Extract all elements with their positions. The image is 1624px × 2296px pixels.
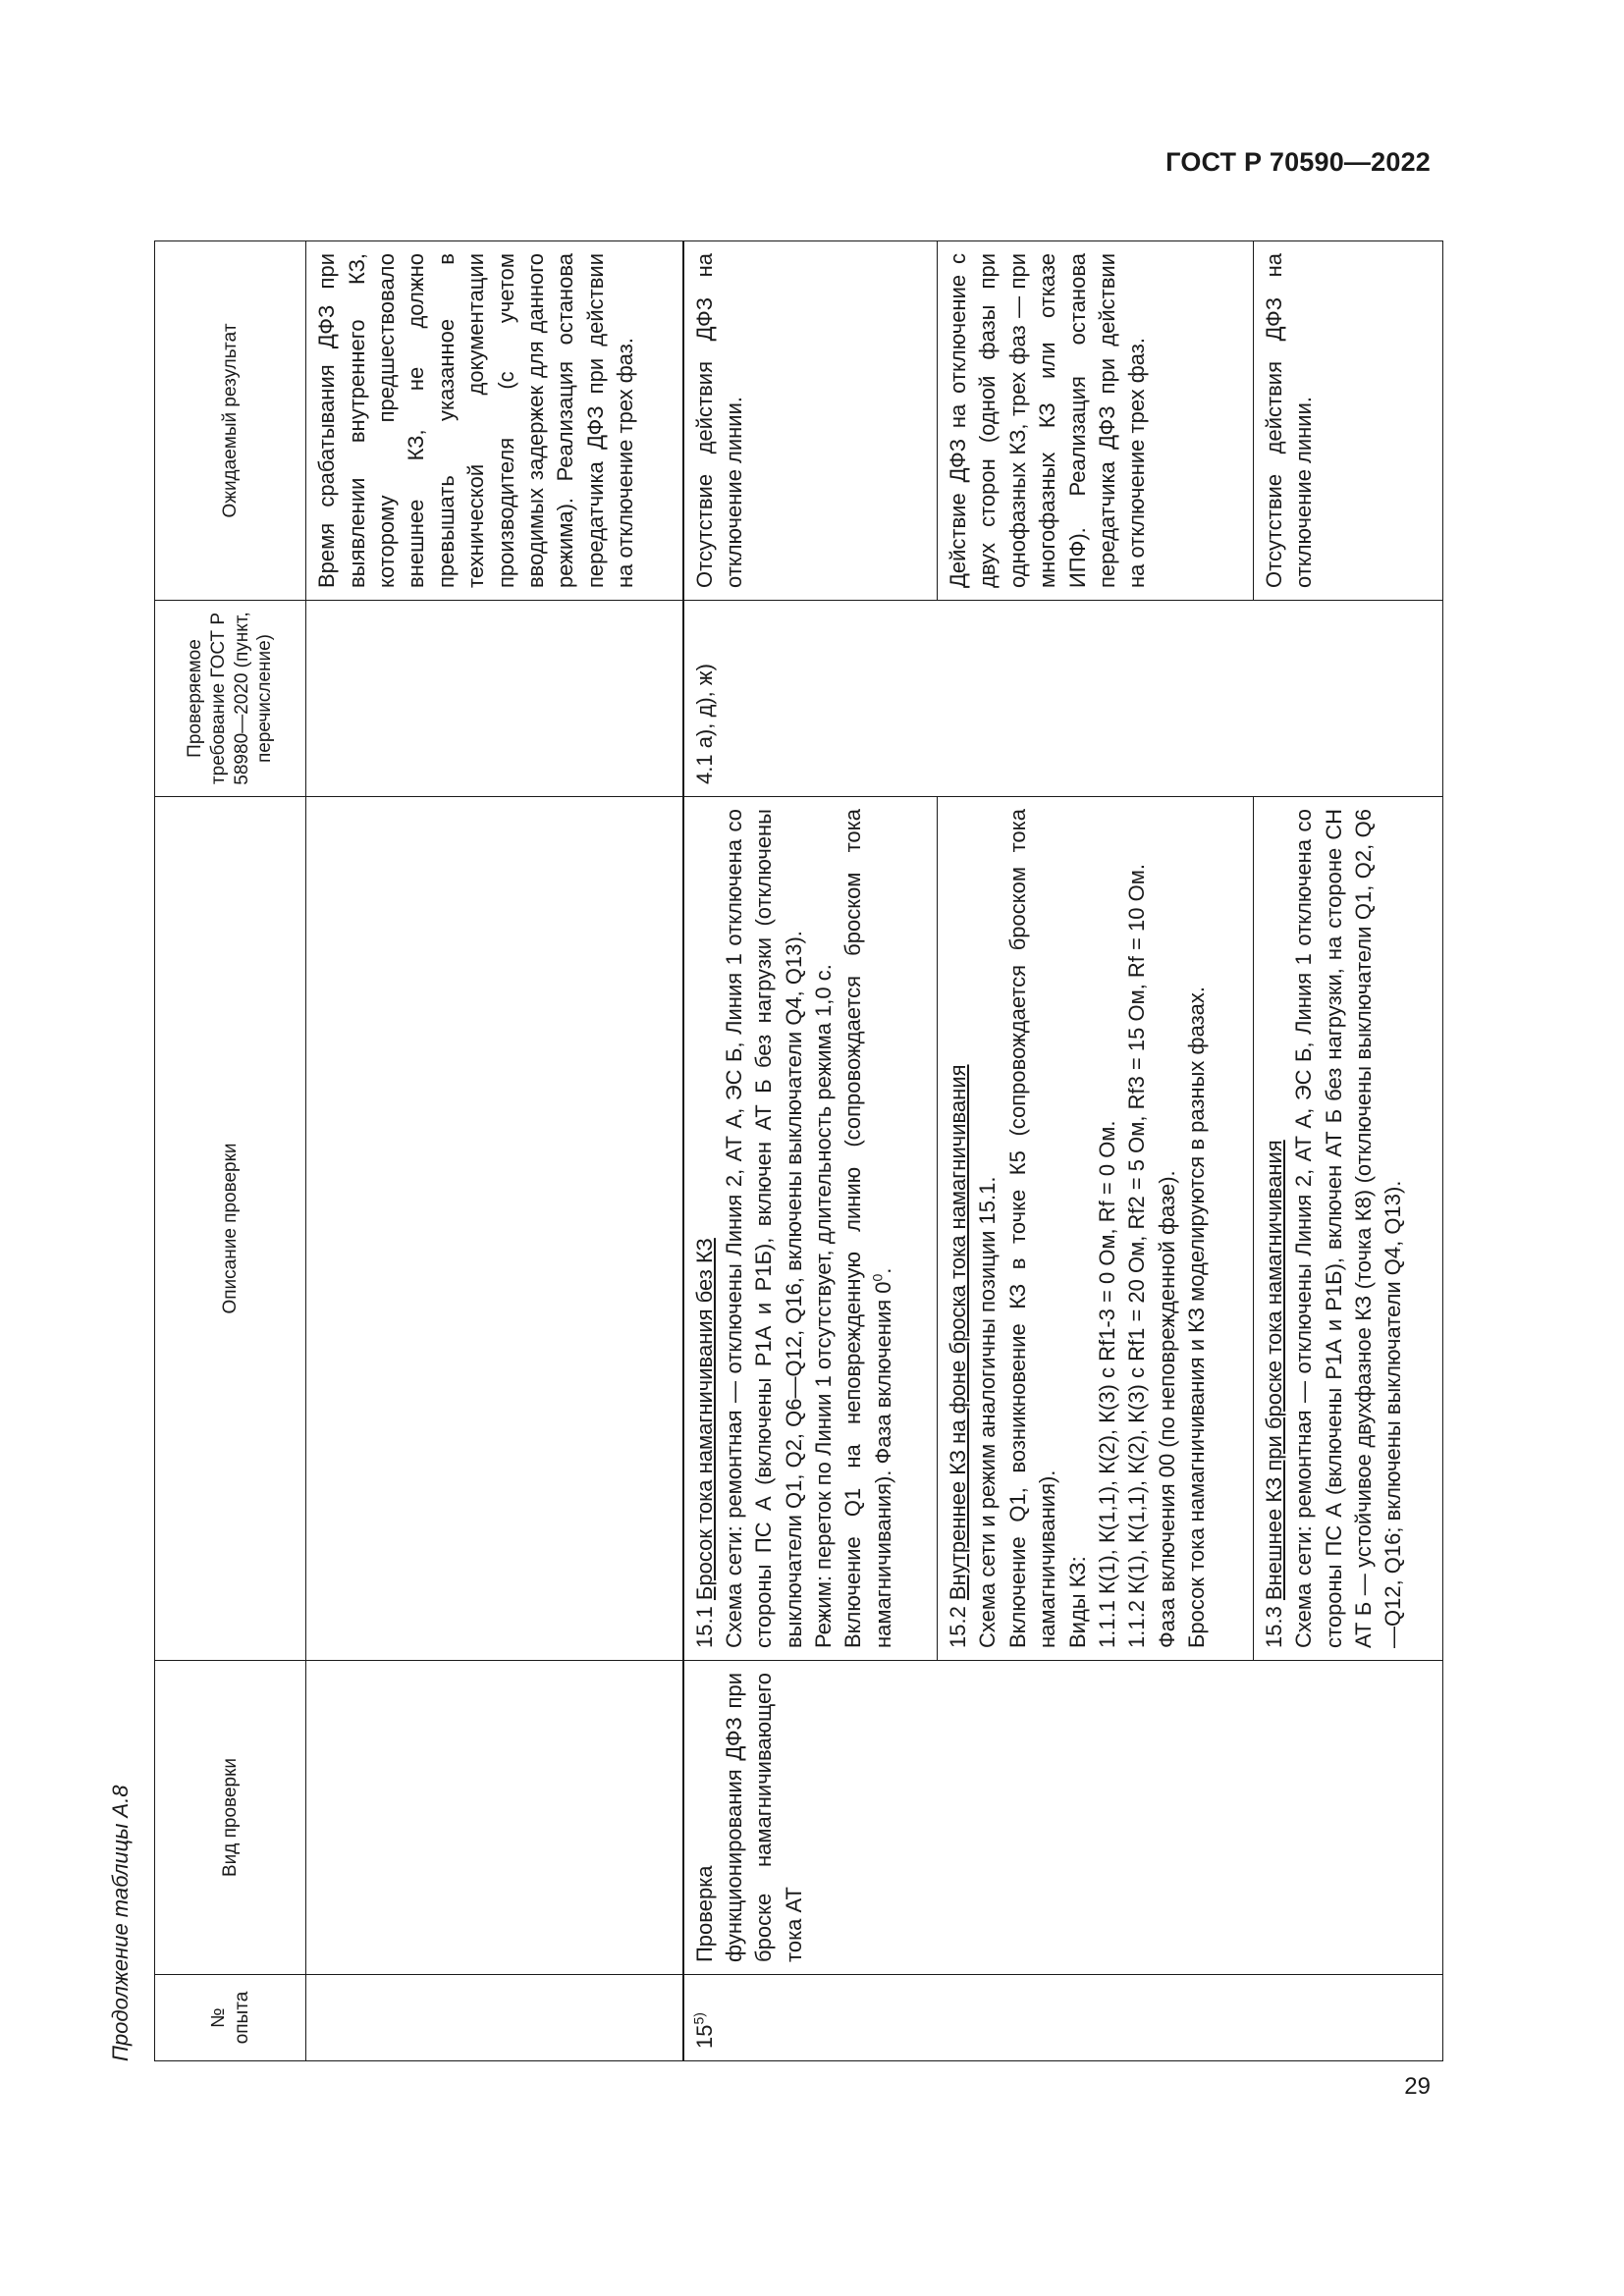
col-header-result: Ожидаемый результат bbox=[155, 241, 306, 601]
subsection-title: 15.3 Внешнее КЗ при броске тока намагничивания bbox=[1262, 1140, 1287, 1648]
cell-result-15-1: Отсутствие действия ДФЗ на отключение линии. bbox=[683, 241, 938, 601]
document-header: ГОСТ Р 70590—2022 bbox=[1165, 147, 1431, 177]
cell-empty bbox=[306, 797, 683, 1661]
cell-desc-15-1: 15.1 Бросок тока намагничивания без КЗ Схема сети: ремонтная — отключены Линия 2, АТ А, ЭС Б, Линия 1 отключена со стороны ПС А (включены Р1А и Р1Б), включен АТ Б без нагрузки (отключены выключатели Q1, Q2, Q6—Q12, Q16, включены выключатели Q4, Q13). Режим: переток по Линии 1 отсутствует, длительность режима 1,0 с. Включение Q1 на неповрежденную линию (сопровождается броском тока намагничивания). Фаза включения $0^0$. bbox=[683, 797, 938, 1661]
table-row-15-1 bbox=[683, 241, 938, 2061]
cell-empty bbox=[306, 1975, 683, 2061]
col-header-req: Проверяемое требование ГОСТ Р 58980—2020 (пункт, перечисление) bbox=[155, 601, 306, 797]
cell-result-15-3: Отсутствие действия ДФЗ на отключение линии. bbox=[1254, 241, 1443, 601]
cell-requirement: 4.1 а), д), ж) bbox=[683, 601, 1443, 797]
cell-desc-15-2: 15.2 Внутреннее КЗ на фоне броска тока намагничивания Схема сети и режим аналогичны позиции 15.1. Включение Q1, возникновение КЗ в точке К5 (сопровождается броском тока намагничивания). Виды КЗ: 1.1.1 К(1), К(1,1), К(2), К(3) с Rf1-3 = 0 Ом, Rf = 0 Ом. 1.1.2 К(1), К(1,1), К(2), К(3) с Rf1 = 20 Ом, Rf2 = 5 Ом, Rf3 = 15 Ом, Rf = 10 Ом. Фаза включения 00 (по неповрежденной фазе). Бросок тока намагничивания и КЗ моделируются в разных фазах. bbox=[938, 797, 1254, 1661]
test-table bbox=[154, 240, 1443, 2061]
cell-desc-15-3: 15.3 Внешнее КЗ при броске тока намагничивания Схема сети: ремонтная — отключены Линия 2, АТ А, ЭС Б, Линия 1 отключена со стороны ПС А (включены Р1А и Р1Б), включен АТ Б без нагрузки, на стороне СН АТ Б — устойчивое двухфазное КЗ (точка К8) (отключены выключатели Q1, Q2, Q6—Q12, Q16; включены выключатели Q4, Q13). bbox=[1254, 797, 1443, 1661]
subsection-title: 15.2 Внутреннее КЗ на фоне броска тока намагничивания bbox=[946, 1064, 971, 1648]
table-header-row bbox=[155, 241, 306, 2061]
cell-test-kind: Проверка функционирования ДФЗ при броске намагничивающего тока АТ bbox=[683, 1661, 1443, 1975]
page-number: 29 bbox=[1404, 2073, 1431, 2100]
cell-result-prev: Время срабатывания ДФЗ при выявлении внутреннего КЗ, которому предшествовало внешнее КЗ, не должно превышать указанное в технической документации производителя (с учетом вводимых задержек для данного режима). Реализация останова передатчика ДФЗ при действии на отключение трех фаз. bbox=[306, 241, 683, 601]
table-row-previous bbox=[306, 241, 683, 2061]
table-caption: Продолжение таблицы А.8 bbox=[108, 1785, 133, 2061]
cell-test-number: 15$^{5)}$ bbox=[683, 1975, 1443, 2061]
cell-empty bbox=[306, 1661, 683, 1975]
col-header-no: № опыта bbox=[155, 1975, 306, 2061]
cell-result-15-2: Действие ДФЗ на отключение с двух сторон (одной фазы при однофазных КЗ, трех фаз — при многофазных КЗ или отказе ИПФ). Реализация останова передатчика ДФЗ при действии на отключение трех фаз. bbox=[938, 241, 1254, 601]
col-header-desc: Описание проверки bbox=[155, 797, 306, 1661]
rotated-page-content bbox=[108, 196, 1443, 2061]
col-header-kind: Вид проверки bbox=[155, 1661, 306, 1975]
subsection-title: 15.1 Бросок тока намагничивания без КЗ bbox=[691, 1238, 717, 1648]
cell-empty bbox=[306, 601, 683, 797]
